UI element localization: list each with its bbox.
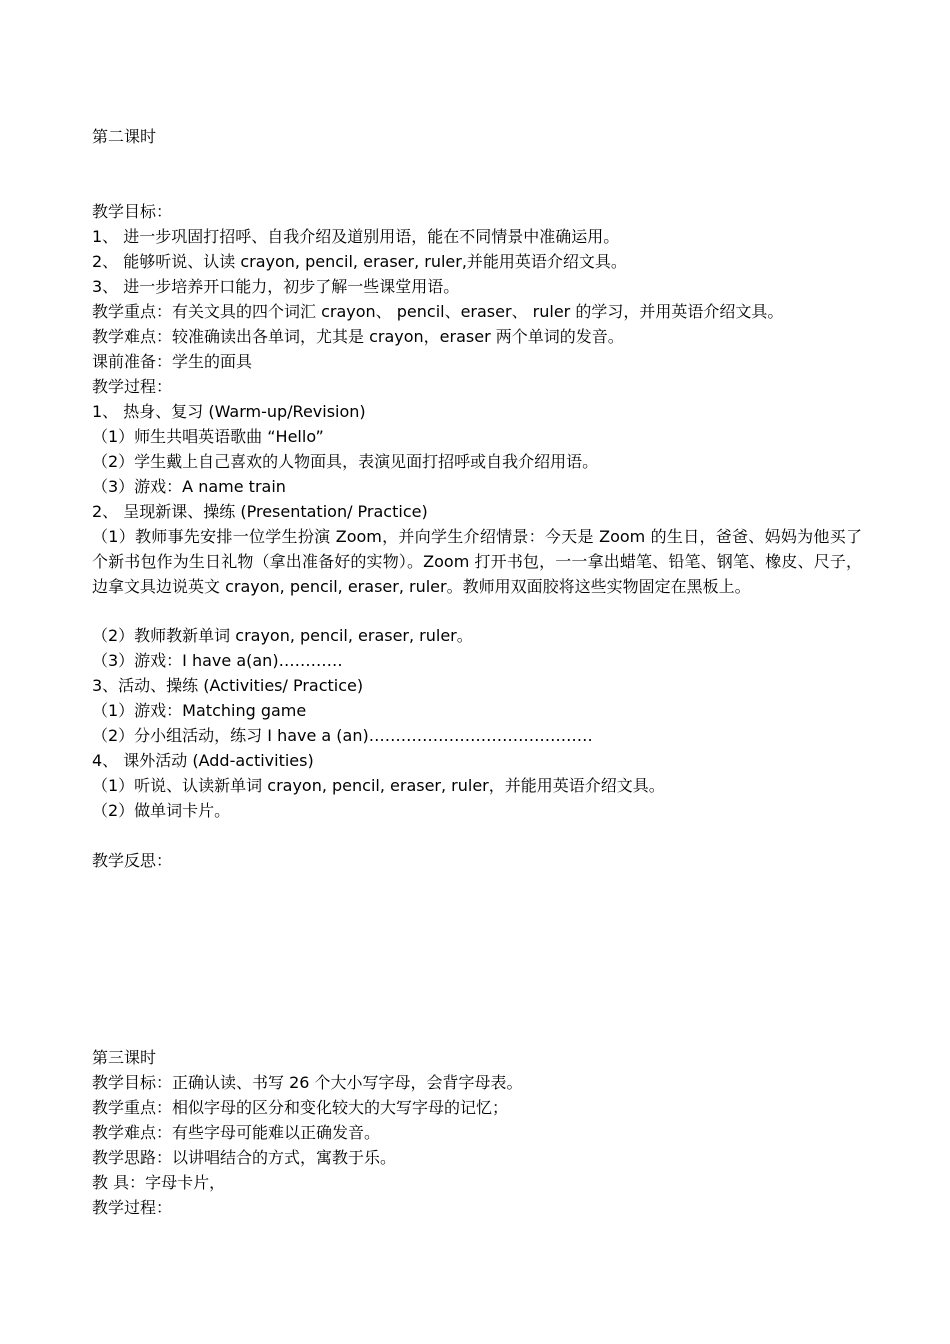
lesson-3-process-heading: 教学过程：: [92, 1198, 173, 1217]
lesson-2-step-2: 2、 呈现新课、操练 (Presentation/ Practice): [92, 502, 428, 521]
lesson-2-objective-1: 1、 进一步巩固打招呼、自我介绍及道别用语，能在不同情景中准确运用。: [92, 227, 620, 246]
lesson-2-step-3-1: （1）游戏：Matching game: [92, 701, 307, 720]
lesson-2-step-1-3: （3）游戏：A name train: [92, 477, 286, 496]
lesson-3-approach: 教学思路：以讲唱结合的方式，寓教于乐。: [92, 1148, 397, 1167]
lesson-2-objective-3: 3、 进一步培养开口能力，初步了解一些课堂用语。: [92, 277, 460, 296]
lesson-2-step-2-1: （1）教师事先安排一位学生扮演 Zoom，并向学生介绍情景：今天是 Zoom 的生日，爸爸、妈妈为他买了个新书包作为生日礼物（拿出准备好的实物）。Zoom 打开书包，一一拿出蜡笔、铅笔、钢笔、橡皮、尺子，边拿文具边说英文 crayon, pencil, eraser, ruler。教师用双面胶将这些实物固定在黑板上。: [92, 527, 862, 596]
lesson-2-step-2-3: （3）游戏：I have a(an)…………: [92, 651, 343, 670]
lesson-2-step-4: 4、 课外活动 (Add-activities): [92, 751, 314, 770]
lesson-2-reflection: 教学反思：: [92, 851, 173, 870]
lesson-2-step-1-1: （1）师生共唱英语歌曲 “Hello”: [92, 427, 324, 446]
lesson-3-title: 第三课时: [92, 1048, 157, 1067]
lesson-3-key-points: 教学重点：相似字母的区分和变化较大的大写字母的记忆；: [92, 1098, 509, 1117]
lesson-2-key-points: 教学重点：有关文具的四个词汇 crayon、 pencil、eraser、 ruler 的学习，并用英语介绍文具。: [92, 302, 784, 321]
lesson-3-difficulties: 教学难点：有些字母可能难以正确发音。: [92, 1123, 381, 1142]
lesson-2-title: 第二课时: [92, 127, 157, 146]
lesson-2-step-3-2: （2）分小组活动，练习 I have a (an)……………………………………: [92, 726, 593, 745]
lesson-2-step-4-1: （1）听说、认读新单词 crayon, pencil, eraser, ruler，并能用英语介绍文具。: [92, 776, 665, 795]
lesson-2-step-1: 1、 热身、复习 (Warm-up/Revision): [92, 402, 366, 421]
lesson-2-step-1-2: （2）学生戴上自己喜欢的人物面具，表演见面打招呼或自我介绍用语。: [92, 452, 599, 471]
lesson-2-step-3: 3、活动、操练 (Activities/ Practice): [92, 676, 364, 695]
lesson-2-objectives-heading: 教学目标：: [92, 202, 173, 221]
lesson-2-preparation: 课前准备：学生的面具: [92, 352, 253, 371]
lesson-3-objectives: 教学目标：正确认读、书写 26 个大小写字母，会背字母表。: [92, 1073, 523, 1092]
lesson-3-materials: 教 具：字母卡片，: [92, 1173, 226, 1192]
lesson-2-process-heading: 教学过程：: [92, 377, 173, 396]
lesson-2-objective-2: 2、 能够听说、认读 crayon, pencil, eraser, ruler,并能用英语介绍文具。: [92, 252, 627, 271]
lesson-2-step-2-2: （2）教师教新单词 crayon, pencil, eraser, ruler。: [92, 626, 473, 645]
lesson-2-difficulties: 教学难点：较准确读出各单词，尤其是 crayon，eraser 两个单词的发音。: [92, 327, 624, 346]
lesson-2-step-4-2: （2）做单词卡片。: [92, 801, 231, 820]
